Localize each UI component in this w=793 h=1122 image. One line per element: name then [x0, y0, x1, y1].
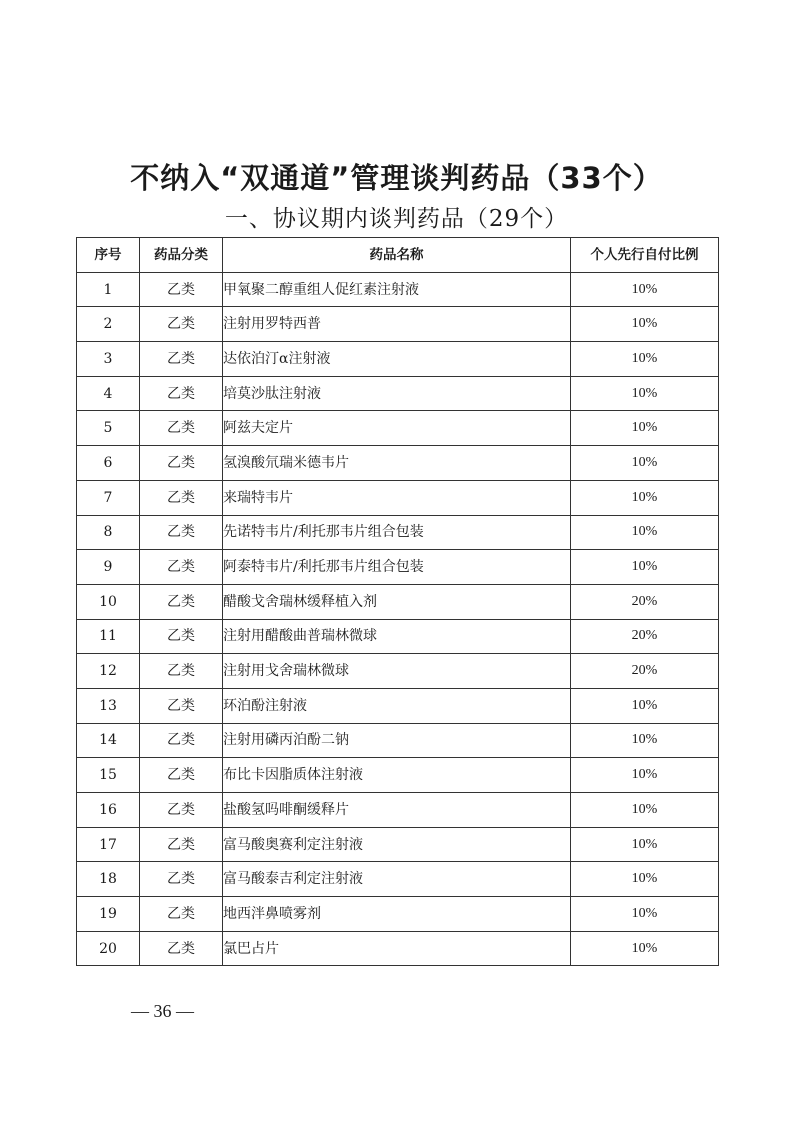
cell-ratio: 10%: [571, 411, 719, 446]
cell-ratio: 10%: [571, 480, 719, 515]
cell-drug-name: 阿兹夫定片: [223, 411, 571, 446]
table-row: [77, 688, 719, 723]
cell-category: 乙类: [140, 480, 223, 515]
cell-ratio: 10%: [571, 723, 719, 758]
table-row: [77, 272, 719, 307]
cell-ratio: 10%: [571, 307, 719, 342]
table-row: [77, 931, 719, 966]
cell-ratio: 10%: [571, 515, 719, 550]
cell-no: 6: [77, 446, 140, 481]
cell-no: 12: [77, 654, 140, 689]
cell-category: 乙类: [140, 307, 223, 342]
cell-drug-name: 来瑞特韦片: [223, 480, 571, 515]
header-name: 药品名称: [223, 238, 571, 273]
cell-no: 3: [77, 342, 140, 377]
cell-no: 19: [77, 897, 140, 932]
cell-category: 乙类: [140, 793, 223, 828]
cell-drug-name: 布比卡因脂质体注射液: [223, 758, 571, 793]
cell-ratio: 10%: [571, 793, 719, 828]
document-title: 不纳入“双通道”管理谈判药品（33个）: [130, 161, 663, 195]
cell-category: 乙类: [140, 758, 223, 793]
table-row: [77, 654, 719, 689]
cell-drug-name: 氢溴酸氘瑞米德韦片: [223, 446, 571, 481]
cell-category: 乙类: [140, 550, 223, 585]
table-row: [77, 376, 719, 411]
cell-category: 乙类: [140, 515, 223, 550]
cell-ratio: 10%: [571, 758, 719, 793]
table-row: [77, 480, 719, 515]
cell-drug-name: 甲氧聚二醇重组人促红素注射液: [223, 272, 571, 307]
cell-ratio: 10%: [571, 931, 719, 966]
table-row: [77, 619, 719, 654]
table-row: [77, 758, 719, 793]
cell-drug-name: 阿泰特韦片/利托那韦片组合包装: [223, 550, 571, 585]
table-row: [77, 342, 719, 377]
cell-ratio: 10%: [571, 376, 719, 411]
cell-drug-name: 氯巴占片: [223, 931, 571, 966]
cell-no: 11: [77, 619, 140, 654]
cell-category: 乙类: [140, 897, 223, 932]
cell-no: 15: [77, 758, 140, 793]
cell-no: 7: [77, 480, 140, 515]
table-row: [77, 793, 719, 828]
cell-ratio: 20%: [571, 584, 719, 619]
cell-category: 乙类: [140, 446, 223, 481]
cell-ratio: 10%: [571, 897, 719, 932]
cell-no: 2: [77, 307, 140, 342]
cell-no: 14: [77, 723, 140, 758]
cell-drug-name: 富马酸奥赛利定注射液: [223, 827, 571, 862]
table-row: [77, 411, 719, 446]
cell-no: 18: [77, 862, 140, 897]
table-row: [77, 446, 719, 481]
cell-ratio: 10%: [571, 446, 719, 481]
cell-no: 4: [77, 376, 140, 411]
table-row: [77, 723, 719, 758]
cell-no: 9: [77, 550, 140, 585]
cell-category: 乙类: [140, 411, 223, 446]
cell-category: 乙类: [140, 272, 223, 307]
cell-no: 20: [77, 931, 140, 966]
table-row: [77, 515, 719, 550]
cell-drug-name: 注射用戈舍瑞林微球: [223, 654, 571, 689]
cell-drug-name: 培莫沙肽注射液: [223, 376, 571, 411]
table-row: [77, 897, 719, 932]
cell-ratio: 10%: [571, 688, 719, 723]
cell-no: 10: [77, 584, 140, 619]
cell-drug-name: 富马酸泰吉利定注射液: [223, 862, 571, 897]
cell-category: 乙类: [140, 584, 223, 619]
cell-category: 乙类: [140, 723, 223, 758]
table-row: [77, 307, 719, 342]
cell-no: 13: [77, 688, 140, 723]
cell-category: 乙类: [140, 619, 223, 654]
table-row: [77, 584, 719, 619]
section-subtitle: 一、协议期内谈判药品（29个）: [224, 206, 569, 232]
table-header-row: [77, 238, 719, 273]
table-row: [77, 862, 719, 897]
drug-table: [76, 237, 719, 966]
cell-no: 5: [77, 411, 140, 446]
cell-drug-name: 地西泮鼻喷雾剂: [223, 897, 571, 932]
cell-drug-name: 环泊酚注射液: [223, 688, 571, 723]
cell-drug-name: 注射用罗特西普: [223, 307, 571, 342]
cell-ratio: 20%: [571, 654, 719, 689]
cell-ratio: 10%: [571, 342, 719, 377]
cell-category: 乙类: [140, 342, 223, 377]
cell-ratio: 10%: [571, 827, 719, 862]
cell-no: 16: [77, 793, 140, 828]
page-number: — 36 —: [131, 1001, 194, 1021]
cell-drug-name: 注射用磷丙泊酚二钠: [223, 723, 571, 758]
cell-category: 乙类: [140, 688, 223, 723]
cell-category: 乙类: [140, 862, 223, 897]
cell-drug-name: 盐酸氢吗啡酮缓释片: [223, 793, 571, 828]
cell-drug-name: 达依泊汀α注射液: [223, 342, 571, 377]
cell-no: 17: [77, 827, 140, 862]
cell-drug-name: 注射用醋酸曲普瑞林微球: [223, 619, 571, 654]
table-row: [77, 550, 719, 585]
cell-drug-name: 醋酸戈舍瑞林缓释植入剂: [223, 584, 571, 619]
cell-category: 乙类: [140, 376, 223, 411]
cell-ratio: 20%: [571, 619, 719, 654]
cell-drug-name: 先诺特韦片/利托那韦片组合包装: [223, 515, 571, 550]
header-category: 药品分类: [140, 238, 223, 273]
cell-no: 1: [77, 272, 140, 307]
cell-category: 乙类: [140, 654, 223, 689]
cell-no: 8: [77, 515, 140, 550]
cell-ratio: 10%: [571, 862, 719, 897]
table-row: [77, 827, 719, 862]
header-no: 序号: [77, 238, 140, 273]
cell-category: 乙类: [140, 931, 223, 966]
cell-ratio: 10%: [571, 272, 719, 307]
header-ratio: 个人先行自付比例: [571, 238, 719, 273]
cell-ratio: 10%: [571, 550, 719, 585]
cell-category: 乙类: [140, 827, 223, 862]
